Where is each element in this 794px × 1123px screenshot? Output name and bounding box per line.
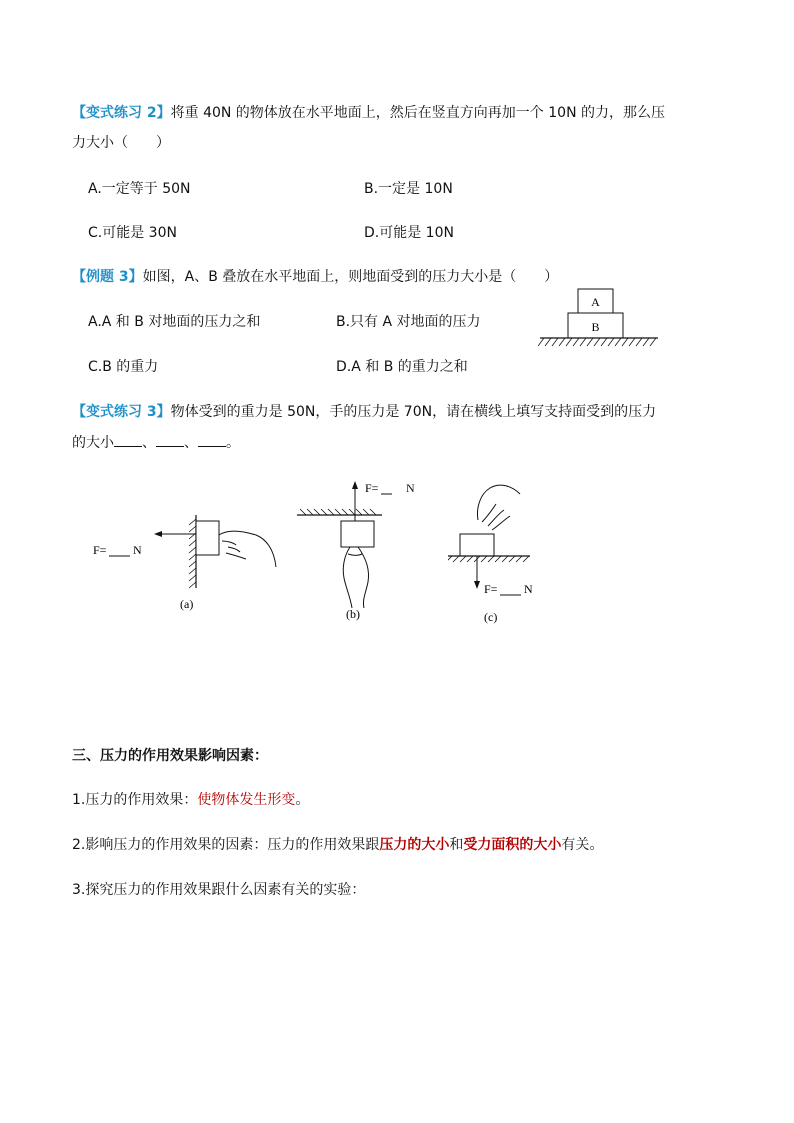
- highlight-text: 受力面积的大小: [463, 837, 562, 853]
- section-title: 三、压力的作用效果影响因素：: [72, 748, 268, 764]
- ceiling-hatching: [300, 509, 376, 515]
- hand-icon: [343, 547, 368, 608]
- question-tag: 【变式练习 3】: [72, 404, 171, 420]
- block-b-label: B: [591, 320, 600, 334]
- answer-blank-2[interactable]: [156, 434, 184, 447]
- option-c: C.可能是 30N: [88, 225, 177, 241]
- stacked-blocks-figure: [538, 286, 662, 352]
- highlight-text: 使物体发生形变: [197, 792, 296, 808]
- question-bianshi3-line2: [72, 432, 240, 452]
- hand-icon: [219, 531, 276, 567]
- section-item-3: 3.探究压力的作用效果跟什么因素有关的实验：: [72, 882, 366, 898]
- option-c: C.B 的重力: [88, 359, 159, 375]
- item-text: 。: [295, 792, 310, 808]
- answer-blank-1[interactable]: [114, 434, 142, 447]
- question-bianshi2-line2: 力大小（ ）: [72, 135, 170, 151]
- arrow-head: [474, 581, 480, 589]
- force-label-prefix: F=: [365, 481, 379, 495]
- item-text: 有关。: [561, 837, 604, 853]
- wall-hatching: [189, 519, 196, 588]
- hand-icon: [478, 485, 521, 530]
- arrow-head: [352, 481, 358, 489]
- item-text: 和: [449, 837, 464, 853]
- block: [341, 521, 374, 547]
- question-tag: 【例题 3】: [72, 269, 143, 285]
- figure-label: (a): [180, 597, 194, 611]
- question-text: 如图，A、B 叠放在水平地面上，则地面受到的压力大小是（ ）: [142, 269, 559, 285]
- answer-blank-3[interactable]: [198, 434, 226, 447]
- highlight-text: 压力的大小: [379, 837, 450, 853]
- figure-c: [448, 480, 558, 630]
- option-d: D.A 和 B 的重力之和: [336, 359, 468, 375]
- separator: 、: [184, 435, 198, 451]
- figure-b: [292, 478, 392, 623]
- question-text: 物体受到的重力是 50N，手的压力是 70N，请在横线上填写支持面受到的压力: [170, 404, 657, 420]
- block: [460, 534, 494, 556]
- force-label-prefix: F=: [93, 543, 107, 557]
- question-text: 将重 40N 的物体放在水平地面上，然后在竖直方向再加一个 10N 的力，那么压: [170, 105, 665, 121]
- ground-hatching: [538, 338, 656, 346]
- force-label-unit: N: [133, 543, 142, 557]
- item-text: 1.压力的作用效果：: [72, 792, 198, 808]
- option-b: B.一定是 10N: [364, 181, 453, 197]
- figure-label: (c): [484, 610, 498, 624]
- separator: 、: [142, 435, 156, 451]
- question-bianshi2-line1: [72, 102, 665, 122]
- force-label-unit-b: N: [406, 481, 415, 495]
- figure-a: [88, 505, 288, 620]
- option-a: A.一定等于 50N: [88, 181, 191, 197]
- arrow-head: [154, 531, 162, 537]
- period: 。: [226, 435, 240, 451]
- question-tag: 【变式练习 2】: [72, 105, 171, 121]
- question-liti3-line: [72, 266, 558, 286]
- item-text: 2.影响压力的作用效果的因素：压力的作用效果跟: [72, 837, 380, 853]
- option-d: D.可能是 10N: [364, 225, 454, 241]
- question-text: 的大小: [72, 435, 114, 451]
- option-a: A.A 和 B 对地面的压力之和: [88, 314, 261, 330]
- force-label-unit: N: [524, 582, 533, 596]
- force-label-prefix: F=: [484, 582, 498, 596]
- block-a-label: A: [591, 295, 600, 309]
- floor-hatching: [448, 556, 529, 562]
- question-bianshi3-line1: [72, 401, 656, 421]
- section-item-2: [72, 834, 603, 854]
- section-item-1: [72, 789, 309, 809]
- option-b: B.只有 A 对地面的压力: [336, 314, 481, 330]
- block: [196, 521, 219, 555]
- figure-label: (b): [346, 607, 360, 621]
